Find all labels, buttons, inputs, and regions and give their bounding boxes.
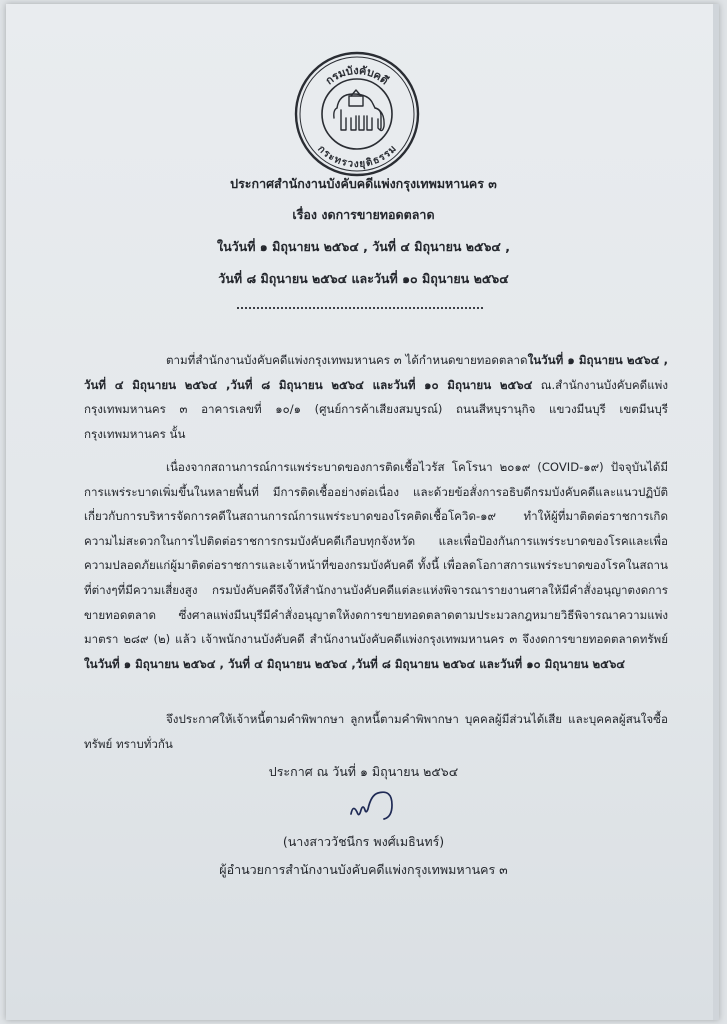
- dotted-separator: [237, 307, 483, 309]
- paragraph-3: [84, 707, 668, 756]
- subject-line: เรื่อง งดการขายทอดตลาด: [292, 207, 435, 222]
- signer-name: (นางสาววัชนีกร พงศ์เมธินทร์): [282, 834, 445, 849]
- p3-text: จึงประกาศให้เจ้าหนี้ตามคำพิพากษา ลูกหนี้ตามคำพิพากษา บุคคลผู้มีส่วนได้เสีย และบุคคลผู้สนใจซื้อทรัพย์ ทราบทั่วกัน: [84, 712, 668, 751]
- signature: [345, 784, 425, 826]
- paragraph-2: [84, 455, 668, 676]
- p1-text-b: ณ.สำนักงานบังคับคดีแพ่งกรุงเทพมหานคร ๓ อาคารเลขที่ ๑๐/๑ (ศูนย์การค้าเสียงสมบูรณ์) ถนนสีหบุรานุกิจ แขวงมีนบุรี เขตมีนบุรี กรุงเทพมหานคร นั้น: [84, 377, 668, 441]
- signer-title: ผู้อำนวยการสำนักงานบังคับคดีแพ่งกรุงเทพมหานคร ๓: [219, 862, 508, 877]
- svg-text:กระทรวงยุติธรรม: [315, 144, 398, 170]
- announcement-title: ประกาศสำนักงานบังคับคดีแพ่งกรุงเทพมหานคร ๓: [230, 176, 497, 191]
- seal-bottom-text: กระทรวงยุติธรรม: [315, 143, 399, 171]
- p2-text: เนื่องจากสถานการณ์การแพร่ระบาดของการติดเชื้อไวรัส โคโรนา ๒๐๑๙ (COVID-๑๙) ปัจจุบันได้มีการแพร่ระบาดเพิ่มขึ้นในหลายพื้นที่ มีการติดเชื้ออย่างต่อเนื่อง และด้วยข้อสั่งการอธิบดีกรมบังคับคดีและแนวปฏิบัติเกี่ยวกับการบริหารจัดการคดีในสถานการณ์การแพร่ระบาดของโรคติดเชื้อโควิด-๑๙ ทำให้ผู้ที่มาติดต่อราชการเกิดความไม่สะดวกในการไปติดต่อราชการกรมบังคับคดีเกือบทุกจังหวัด และเพื่อป้องกันการแพร่ระบาดของโรคและเพื่อความปลอดภัยแก่ผู้มาติดต่อราชการและเจ้าหน้าที่ของกรมบังคับคดี ทั้งนี้ เพื่อลดโอกาสการแพร่ระบาดของโรคในสถานที่ต่างๆที่มีความเสี่ยงสูง กรมบังคับคดีจึงให้สำนักงานบังคับคดีแต่ละแห่งพิจารณารายงานศาลให้มีคำสั่งอนุญาตงดการขายทอดตลาด ซึ่งศาลแพ่งมีนบุรีมีคำสั่งอนุญาตให้งดการขายทอดตลาดตามประมวลกฎหมายวิธีพิจารณาความแพ่ง มาตรา ๒๘๙ (๒) แล้ว เจ้าพนักงานบังคับคดี สำนักงานบังคับคดีแพ่งกรุงเทพมหานคร ๓ จึงงดการขายทอดตลาดทรัพย์: [84, 460, 668, 647]
- paragraph-1: [84, 348, 668, 446]
- signature-icon: [345, 784, 425, 826]
- seal-top-text: กรมบังคับคดี: [322, 63, 392, 88]
- p2-bold-dates: ในวันที่ ๑ มิถุนายน ๒๕๖๔ , วันที่ ๔ มิถุนายน ๒๕๖๔ ,วันที่ ๘ มิถุนายน ๒๕๖๔ และวันที่ ๑๐ มิถุนายน ๒๕๖๔: [84, 656, 626, 671]
- p1-text-a: ตามที่สำนักงานบังคับคดีแพ่งกรุงเทพมหานคร ๓ ได้กำหนดขายทอดตลาด: [166, 353, 528, 367]
- announce-date: ประกาศ ณ วันที่ ๑ มิถุนายน ๒๕๖๔: [268, 764, 459, 779]
- seal-emblem-icon: [293, 50, 421, 178]
- svg-text:กรมบังคับคดี: [323, 64, 391, 87]
- elephant-icon: [334, 90, 384, 131]
- p1-bold-dates: ในวันที่ ๑ มิถุนายน ๒๕๖๔ , วันที่ ๔ มิถุนายน ๒๕๖๔ ,วันที่ ๘ มิถุนายน ๒๕๖๔ และวันที่ ๑๐ มิถุนายน ๒๕๖๔: [84, 353, 668, 392]
- date-line-2: วันที่ ๘ มิถุนายน ๒๕๖๔ และวันที่ ๑๐ มิถุนายน ๒๕๖๔: [218, 271, 509, 286]
- department-seal: [293, 50, 421, 178]
- date-line-1: ในวันที่ ๑ มิถุนายน ๒๕๖๔ , วันที่ ๔ มิถุนายน ๒๕๖๔ ,: [217, 239, 510, 254]
